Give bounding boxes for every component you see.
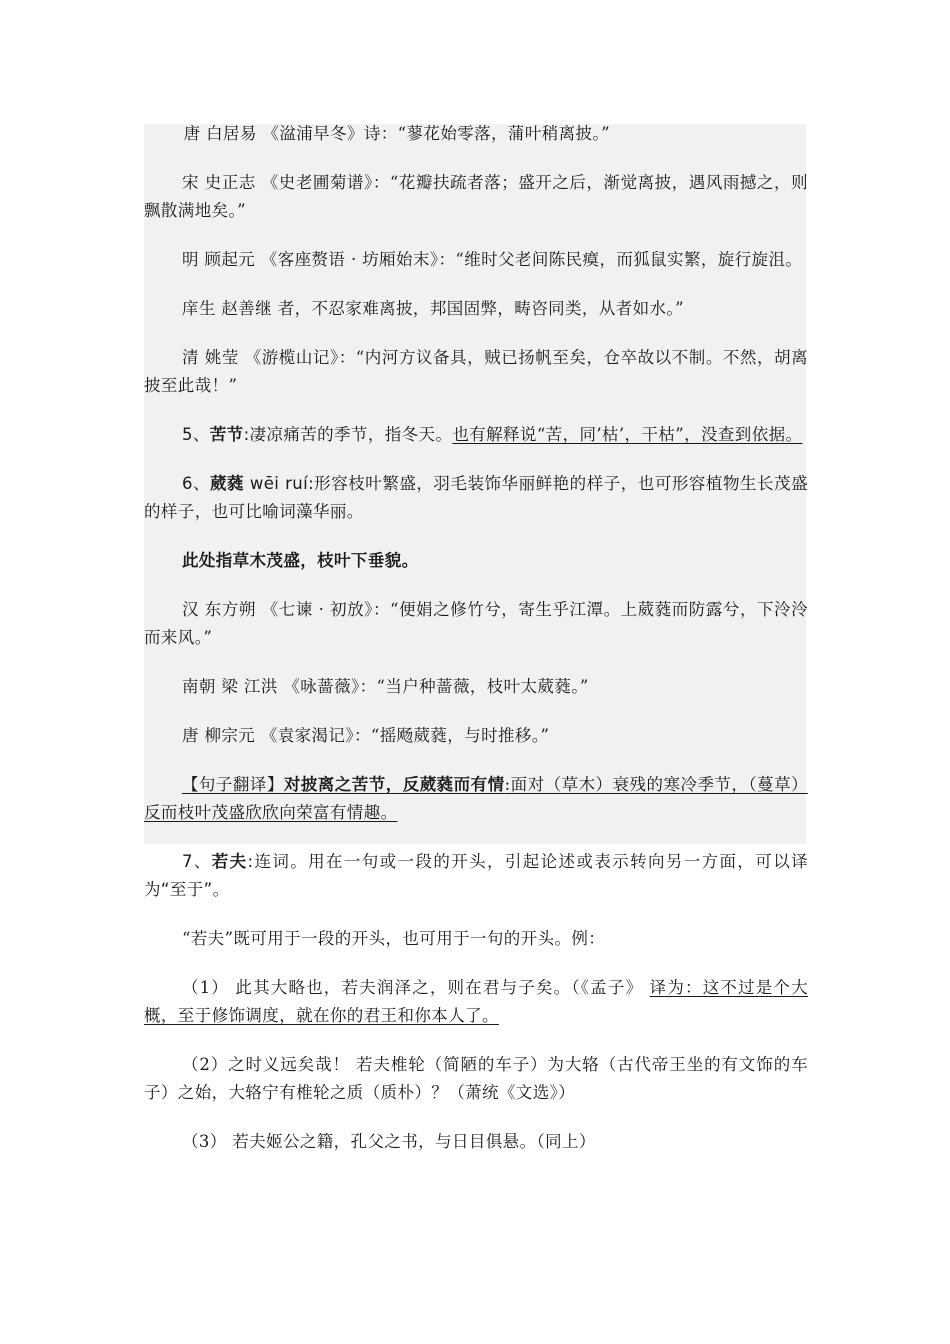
paragraph-example-3: （3） 若夫姬公之籍，孔父之书，与日目俱悬。（同上） [181,1132,596,1151]
note-kujie: 也有解释说“苦，同’枯’，干枯”，没查到依据。 [452,425,803,444]
paragraph-zhaoshanji: 庠生 赵善继 者，不忍家难离披，邦国固弊，畴咨同类，从者如水。” [181,299,684,318]
term-ruofu: 若夫 [211,852,248,871]
definition-ruofu: :连词。用在一句或一段的开头，引起论述或表示转向另一方面，可以译为“至于”。 [144,852,808,899]
paragraph-example-1 [144,974,808,1030]
document-body [144,120,808,1177]
item-number: 6、 [181,474,210,493]
paragraph-translation [144,771,808,827]
item-number: 7、 [181,852,212,871]
translation-rest: :面对（草木）衰残的寒冷季节，（蔓草）反而枝叶茂盛欣欣向荣富有情趣。 [144,775,808,822]
paragraph-shizhengzhi: 宋 史正志 《史老圃菊谱》：“花瓣扶疏者落；盛开之后，渐觉离披，遇风雨撼之，则飘散满地矣。” [144,173,808,220]
paragraph-ruofu [144,848,808,904]
translation-bold: 对披离之苦节，反葳蕤而有情 [283,775,505,794]
definition-weirui: :形容枝叶繁盛，羽毛装饰华丽鲜艳的样子，也可形容植物生长茂盛的样子，也可比喻词藻华丽。 [144,474,808,521]
paragraph-example-2: （2）之时义远矣哉！ 若夫椎轮（简陋的车子）为大辂（古代帝王坐的有文饰的车子）之始，大辂宁有椎轮之质（质朴）？（萧统《文选》） [144,1055,808,1102]
term-weirui: 葳蕤 [210,474,245,493]
definition-kujie: :凄凉痛苦的季节，指冬天。 [243,425,453,444]
paragraph-liuzongyuan: 唐 柳宗元 《袁家渴记》：“摇飏葳蕤，与时推移。” [181,726,550,745]
paragraph-baijuyi: 唐 白居易 《湓浦早冬》诗：“蓼花始零落，蒲叶稍离披。” [183,124,610,143]
paragraph-note: 此处指草木茂盛，枝叶下垂貌。 [181,551,419,570]
translation-label: 【句子翻译】 [181,775,284,794]
example-1-translation: 译为：这不过是个大概，至于修饰调度，就在你的君王和你本人了。 [144,978,808,1025]
paragraph-jianghong: 南朝 梁 江洪 《咏蔷薇》：“当户种蔷薇，枝叶太葳蕤。” [181,677,589,696]
example-1-text: （1） 此其大略也，若夫润泽之，则在君与子矣。（《孟子》 [181,978,650,997]
paragraph-usage: “若夫”既可用于一段的开头，也可用于一句的开头。例： [181,929,606,948]
paragraph-kujie [144,421,808,449]
paragraph-dongfangshuo: 汉 东方朔 《七谏 · 初放》：“便娟之修竹兮，寄生乎江潭。上葳蕤而防露兮，下泠泠而来风。” [144,600,808,647]
paragraph-weirui [144,470,808,526]
paragraph-guqiyuan: 明 顾起元 《客座赘语 · 坊厢始末》：“维时父老间陈民瘼，而狐鼠实繁，旋行旋沮。 [181,250,803,269]
pinyin-weirui: wēi ruí [244,474,309,493]
paragraph-yaoying: 清 姚莹 《游榄山记》：“内河方议备具，贼已扬帆至矣，仓卒故以不制。不然，胡离披至此哉！” [144,348,808,395]
term-kujie: 苦节 [209,425,244,444]
item-number: 5、 [181,425,210,444]
